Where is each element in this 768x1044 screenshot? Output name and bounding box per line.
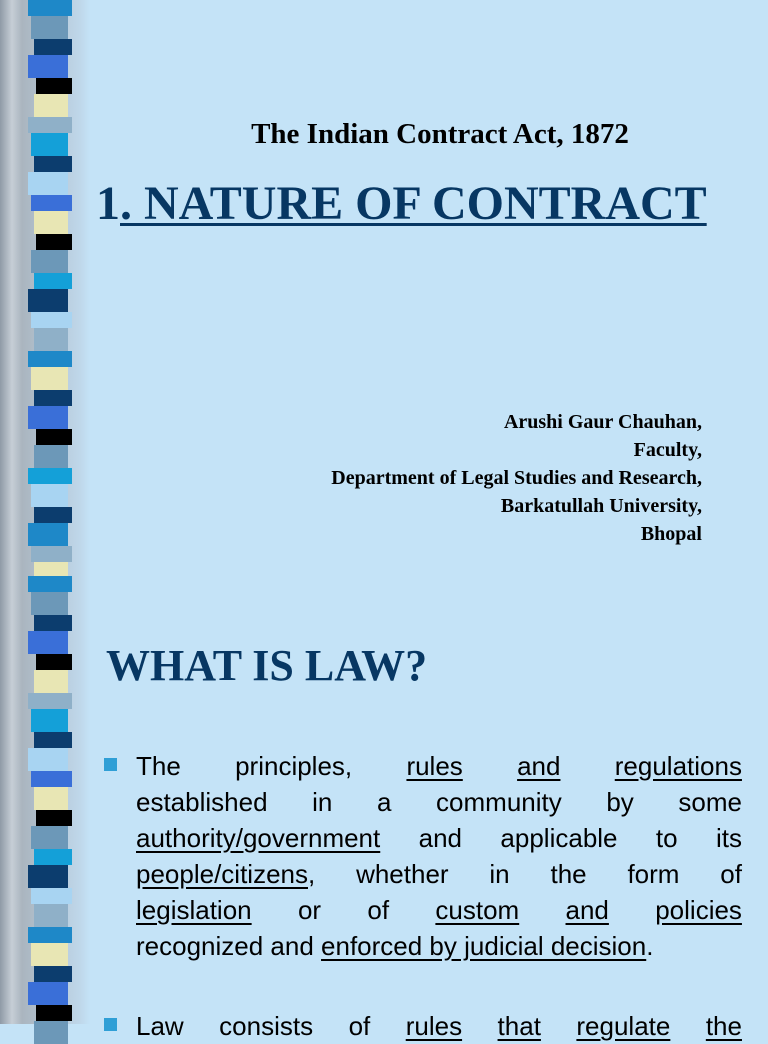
stripe-block [28,523,68,546]
stripe-block [34,273,72,289]
stripe-block [28,468,72,484]
stripe-block [34,328,68,351]
word: people/citizens [136,859,308,889]
bullet-square-icon [104,1018,117,1031]
word: legislation [136,895,252,925]
stripe-block [34,732,72,748]
stripe-block [31,709,68,732]
stripe-block [31,367,68,390]
word: of [720,859,742,889]
stripe-block [31,312,72,328]
stripe-block [28,0,72,16]
word: policies [655,895,742,925]
word: in [312,787,333,817]
stripe-block [36,429,72,445]
author-line: Arushi Gaur Chauhan, [503,411,702,433]
word: of [348,1011,371,1041]
stripe-block [28,631,68,654]
bullet-paragraph-1 [136,748,742,964]
word: a [376,787,392,817]
stripe-block [28,55,68,78]
word: rules [405,1011,463,1041]
stripe-block [28,289,68,312]
stripe-block [34,445,68,468]
word: rules [406,751,463,781]
word: whether [356,859,449,889]
stripe-block [28,406,68,429]
author-line: Faculty, [633,439,702,461]
word: its [715,823,742,853]
stripe-block [28,117,72,133]
stripe-block [36,234,72,250]
stripe-block [31,546,72,562]
stripe-block [36,810,72,826]
word: in [489,859,510,889]
text-line [136,748,742,784]
stripe-block [28,351,72,367]
word: by [606,787,634,817]
bullet-paragraph-2 [136,1008,742,1044]
text-line [136,892,742,928]
text-line [136,856,742,892]
word-group [136,856,315,892]
word: Law [136,1011,184,1041]
word: enforced by judicial decision [321,931,647,961]
stripe-block [36,78,72,94]
word: recognized and [136,931,322,961]
stripe-block [28,172,68,195]
word: some [678,787,742,817]
stripe-block [34,787,68,810]
stripe-block [31,592,68,615]
author-block [331,408,702,548]
word: established [136,787,268,817]
text-line [136,820,742,856]
stripe-block [31,943,68,966]
word: authority/government [136,823,381,853]
word: . [646,931,654,961]
text-line [136,784,742,820]
word: and [517,751,561,781]
word: The [136,751,181,781]
stripe-block [34,390,72,406]
stripe-block [34,670,68,693]
stripe-block [31,826,68,849]
author-line: Barkatullah University, [500,495,702,517]
word: applicable [500,823,618,853]
text-line [136,1008,742,1044]
author-line: Department of Legal Studies and Research, [331,467,702,489]
word: form [627,859,680,889]
title-number: 1 [96,177,120,230]
word: the [550,859,587,889]
stripe-block [31,195,72,211]
stripe-block [34,39,72,55]
slide-2 [0,576,768,1041]
stripe-block [31,133,68,156]
stripe-block [31,484,68,507]
author-line: Bhopal [640,523,702,545]
word: and [418,823,463,853]
stripe-block [34,615,72,631]
stripe-block [28,865,68,888]
word: , [308,859,316,889]
word: community [436,787,562,817]
stripe-block [31,250,68,273]
word: regulations [614,751,742,781]
stripe-block [34,849,72,865]
slide-title [96,176,756,231]
word: that [497,1011,541,1041]
stripe-block [28,576,72,592]
bullet-square-icon [104,758,117,771]
stripe-block [31,771,72,787]
word: regulate [576,1011,671,1041]
word: or [297,895,322,925]
slide-heading: WHAT IS LAW? [106,641,428,690]
stripe-block [34,1021,68,1044]
word: and [565,895,609,925]
slide-subtitle: The Indian Contract Act, 1872 [251,118,629,150]
stripe-block [34,507,72,523]
word: custom [435,895,520,925]
decorative-block-stripe [28,0,72,576]
stripe-block [28,693,72,709]
word: consists [219,1011,314,1041]
stripe-block [34,966,72,982]
stripe-block [36,654,72,670]
word: to [655,823,678,853]
stripe-block [28,748,68,771]
stripe-block [28,982,68,1005]
stripe-block [34,904,68,927]
stripe-block [36,1005,72,1021]
word: principles, [235,751,353,781]
stripe-block [34,156,72,172]
word: the [705,1011,742,1041]
stripe-block [34,94,68,117]
stripe-block [34,211,68,234]
title-text: . NATURE OF CONTRACT [120,177,707,230]
text-line [136,928,742,964]
word: of [367,895,390,925]
stripe-block [28,927,72,943]
decorative-block-stripe [28,576,72,1024]
stripe-block [31,888,72,904]
stripe-block [31,16,68,39]
